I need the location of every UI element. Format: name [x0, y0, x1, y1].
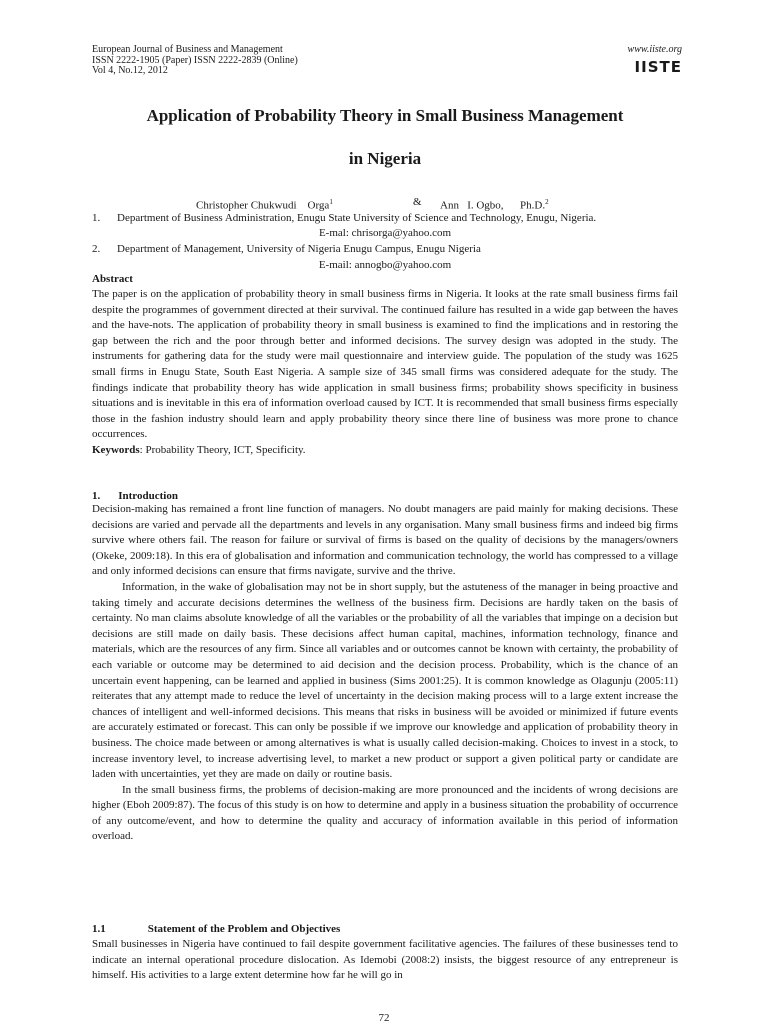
- iiste-logo-text: IISTE: [634, 58, 682, 76]
- author-1: [196, 196, 333, 213]
- affiliation-1-email: E-mal: chrisorga@yahoo.com: [318, 227, 452, 239]
- author-1-name: Christopher Chukwudi Orga: [196, 199, 330, 212]
- section-1-1-title: Statement of the Problem and Objectives: [147, 923, 341, 935]
- abstract-heading: Abstract: [92, 273, 133, 285]
- section-1-1-paragraph-1: Small businesses in Nigeria have continued to fail despite government facilitative agencies. The failures of these businesses tend to indicate an internal operational procedure dislocation. As Idemobi (2008:2) insists, the biggest resource of any entrepreneur is himself. His activities to a large extent determine how far he will go in: [92, 938, 678, 982]
- affiliation-2-text: Department of Management, University of Nigeria Enugu Campus, Enugu Nigeria: [117, 243, 481, 255]
- section-1-title: Introduction: [118, 490, 178, 502]
- intro-paragraph-1: Decision-making has remained a front line function of managers. No doubt managers are paid mainly for making decisions. These decisions are varied and pervade all the departments and levels in any organisation. Many small business firms and indeed big firms survive where others fail. The reason for failure or survival of firms is based on the quality of decisions by the managers/owners (Okeke, 2009:18). In this era of globalisation and information and communication technology, the world has compressed to a village and only informed decisions can ensure that firms navigate, survive and the thrive.: [92, 503, 678, 578]
- abstract-text: The paper is on the application of probability theory in small business firms in Nigeria. It looks at the rate small business firms fail despite the programmes of government directed at their survival. The continued failure has resulted in a wide gap between the haves and the have-nots. The application of probability theory in small business is examined to find the implications and in restoring the gap between the rich and the poor through better and informed decisions. The survey design was adopted in the study. The instruments for gathering data for the study were mail questionnaire and interview guide. The population of the study was 1625 small firms in Enugu State, South East Nigeria. A sample size of 345 small firms was considered adequate for the study. The findings indicate that probability theory has wide application in small business firms; probability shows specificity in business situations and is inevitable in this era of information overload caused by ICT. It is recommended that small business firms especially those in the fashion industry should learn and apply probability theory since there line of business was more prone to chance occurrences.: [92, 288, 678, 441]
- page-number: 72: [378, 1012, 390, 1024]
- keywords-text: : Probability Theory, ICT, Specificity.: [139, 443, 306, 456]
- author-separator: &: [413, 196, 422, 208]
- affiliation-1-number: 1.: [92, 212, 101, 224]
- keywords-line: [92, 443, 678, 459]
- author-2-name: Ann I. Ogbo, Ph.D.: [440, 199, 546, 212]
- affiliation-2-email: E-mail: annogbo@yahoo.com: [318, 259, 452, 271]
- journal-header: [92, 45, 298, 77]
- publisher-logo: [614, 44, 682, 86]
- author-1-sup: 1: [329, 198, 333, 206]
- author-2: [440, 196, 549, 213]
- abstract-body: [92, 287, 678, 459]
- section-1-number: 1.: [92, 490, 101, 502]
- affiliation-2-number: 2.: [92, 243, 101, 255]
- paper-title-line-2: in Nigeria: [348, 149, 422, 168]
- paper-title-line-1: Application of Probability Theory in Small Business Management: [146, 106, 624, 125]
- keywords-label: Keywords: [92, 443, 140, 456]
- author-2-sup: 2: [545, 198, 549, 206]
- section-1-1-number: 1.1: [92, 923, 106, 935]
- journal-name: European Journal of Business and Management: [92, 44, 283, 55]
- introduction-body: [92, 502, 678, 845]
- section-1-1-heading: [92, 922, 340, 937]
- section-1-1-body: [92, 937, 678, 984]
- journal-issn: ISSN 2222-1905 (Paper) ISSN 2222-2839 (Online): [92, 54, 298, 66]
- intro-paragraph-2: Information, in the wake of globalisation may not be in short supply, but the astuteness of the manager in being proactive and taking timely and accurate decisions determines the wellness of the business firm. Decisions are hardly taken on the basis of certainty. No man claims absolute knowledge of all the variables or the probability of all the variables that impinge on a decision but decisions are still made on daily basis. These decisions affect human capital, machines, information technology, finance and materials, which are the resources of any firm. Since all variables and or outcomes cannot be known with certainty, the probability of each variable or outcome may be determined to aid decision and the decision process. Probability, which is the chance of an uncertain event happening, can be learned and applied in business (Sims 2001:25). It is common knowledge as Olagunju (2005:11) reiterates that any attempt made to reduce the level of uncertainty in the decision making process will to a large extent increase the chances of intelligent and well-informed decisions. This means that risks in business will be avoided or minimized if future events are accurately estimated or forecast. This can only be possible if we improve our knowledge and application of probability theory in business. The choice made between or among alternatives is what is usually called decision-making. Choices to invest in a stock, to increase inventory level, to increase advertising level, to market a new product or support a given political party or candidate are laden with uncertainties, yet they are made on daily or routine basis.: [92, 580, 678, 781]
- intro-paragraph-3: In the small business firms, the problems of decision-making are more pronounced and the incidents of wrong decisions are higher (Eboh 2009:87). The focus of this study is on how to determine and apply in a business situation the probability of occurrence of any outcome/event, and how to determine the quality and accuracy of information available in this period of information overload.: [92, 783, 678, 843]
- journal-url[interactable]: www.iiste.org: [627, 44, 682, 55]
- journal-volume: Vol 4, No.12, 2012: [92, 65, 168, 76]
- affiliation-1-text: Department of Business Administration, Enugu State University of Science and Technology, Enugu, Nigeria.: [117, 212, 597, 224]
